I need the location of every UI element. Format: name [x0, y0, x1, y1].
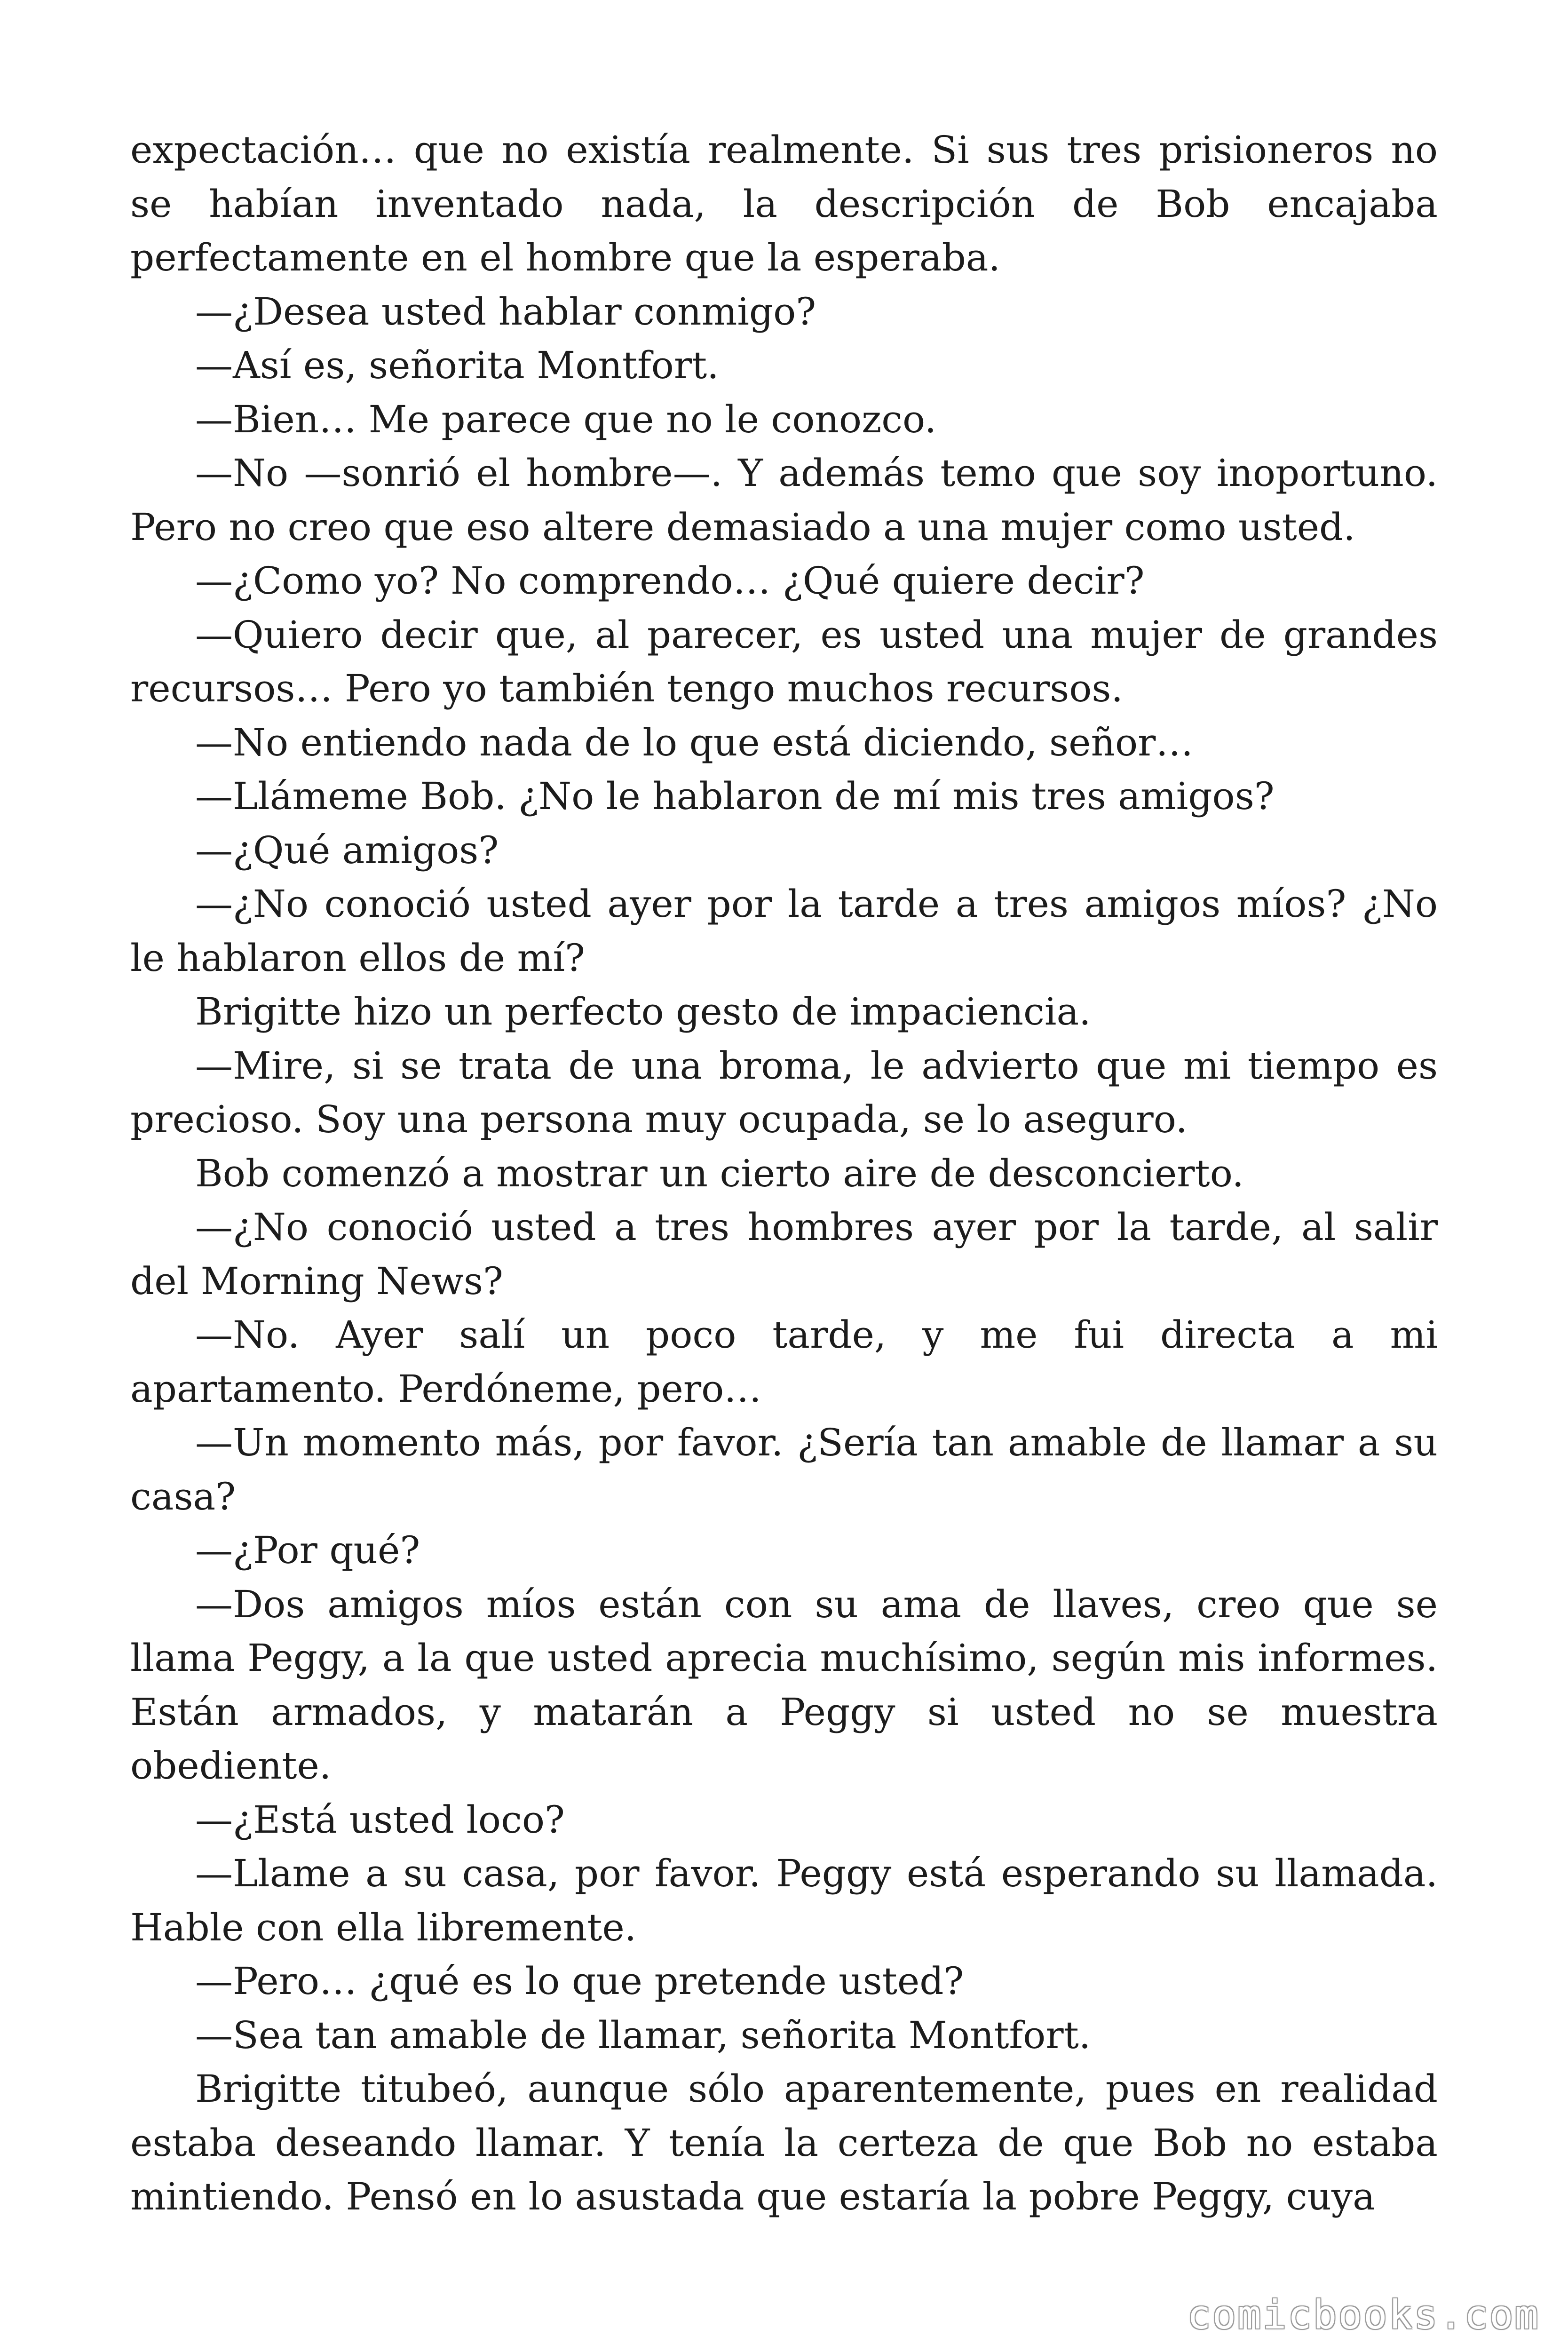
page-body — [130, 123, 1438, 2224]
paragraph: —No —sonrió el hombre—. Y además temo que soy inoportuno. Pero no creo que eso altere demasiado a una mujer como usted. — [130, 451, 1438, 549]
paragraph: —Dos amigos míos están con su ama de llaves, creo que se llama Peggy, a la que usted aprecia muchísimo, según mis informes. Están armados, y matarán a Peggy si usted no se muestra obediente. — [130, 1582, 1438, 1788]
watermark: comicbooks.com — [1187, 2292, 1540, 2338]
paragraph: —No entiendo nada de lo que está diciendo, señor… — [195, 720, 1194, 764]
paragraph: —¿No conoció usted ayer por la tarde a tres amigos míos? ¿No le hablaron ellos de mí? — [130, 882, 1438, 980]
paragraph: —¿Desea usted hablar conmigo? — [195, 289, 816, 334]
paragraph: —¿Por qué? — [195, 1528, 420, 1572]
paragraph: —¿No conoció usted a tres hombres ayer por la tarde, al salir del Morning News? — [130, 1205, 1438, 1303]
paragraph: —Llame a su casa, por favor. Peggy está esperando su llamada. Hable con ella libremente. — [130, 1851, 1438, 1949]
paragraph: —¿Está usted loco? — [195, 1797, 565, 1842]
paragraph: —¿Como yo? No comprendo… ¿Qué quiere decir? — [195, 559, 1145, 603]
paragraph: Brigitte hizo un perfecto gesto de impaciencia. — [195, 990, 1091, 1033]
paragraph: Brigitte titubeó, aunque sólo aparentemente, pues en realidad estaba deseando llamar. Y tenía la certeza de que Bob no estaba mintiendo. Pensó en lo asustada que estaría la pobre Peggy, cuya — [130, 2067, 1438, 2218]
paragraph: —Quiero decir que, al parecer, es usted una mujer de grandes recursos… Pero yo también tengo muchos recursos. — [130, 612, 1438, 710]
paragraph: —Sea tan amable de llamar, señorita Montfort. — [195, 2013, 1091, 2057]
paragraph: —Llámeme Bob. ¿No le hablaron de mí mis tres amigos? — [195, 774, 1275, 818]
paragraph: Bob comenzó a mostrar un cierto aire de desconcierto. — [195, 1151, 1244, 1195]
paragraph: —Pero… ¿qué es lo que pretende usted? — [195, 1959, 964, 2003]
paragraph: —Mire, si se trata de una broma, le advierto que mi tiempo es precioso. Soy una persona muy ocupada, se lo aseguro. — [130, 1043, 1438, 1141]
paragraph: —¿Qué amigos? — [195, 828, 499, 872]
paragraph: —Un momento más, por favor. ¿Sería tan amable de llamar a su casa? — [130, 1421, 1438, 1518]
paragraph: —Así es, señorita Montfort. — [195, 343, 719, 387]
paragraph: expectación… que no existía realmente. Si sus tres prisioneros no se habían inventado nada, la descripción de Bob encajaba perfectamente en el hombre que la esperaba. — [130, 128, 1438, 279]
paragraph: —No. Ayer salí un poco tarde, y me fui directa a mi apartamento. Perdóneme, pero… — [130, 1313, 1438, 1411]
paragraph: —Bien… Me parece que no le conozco. — [195, 397, 937, 441]
